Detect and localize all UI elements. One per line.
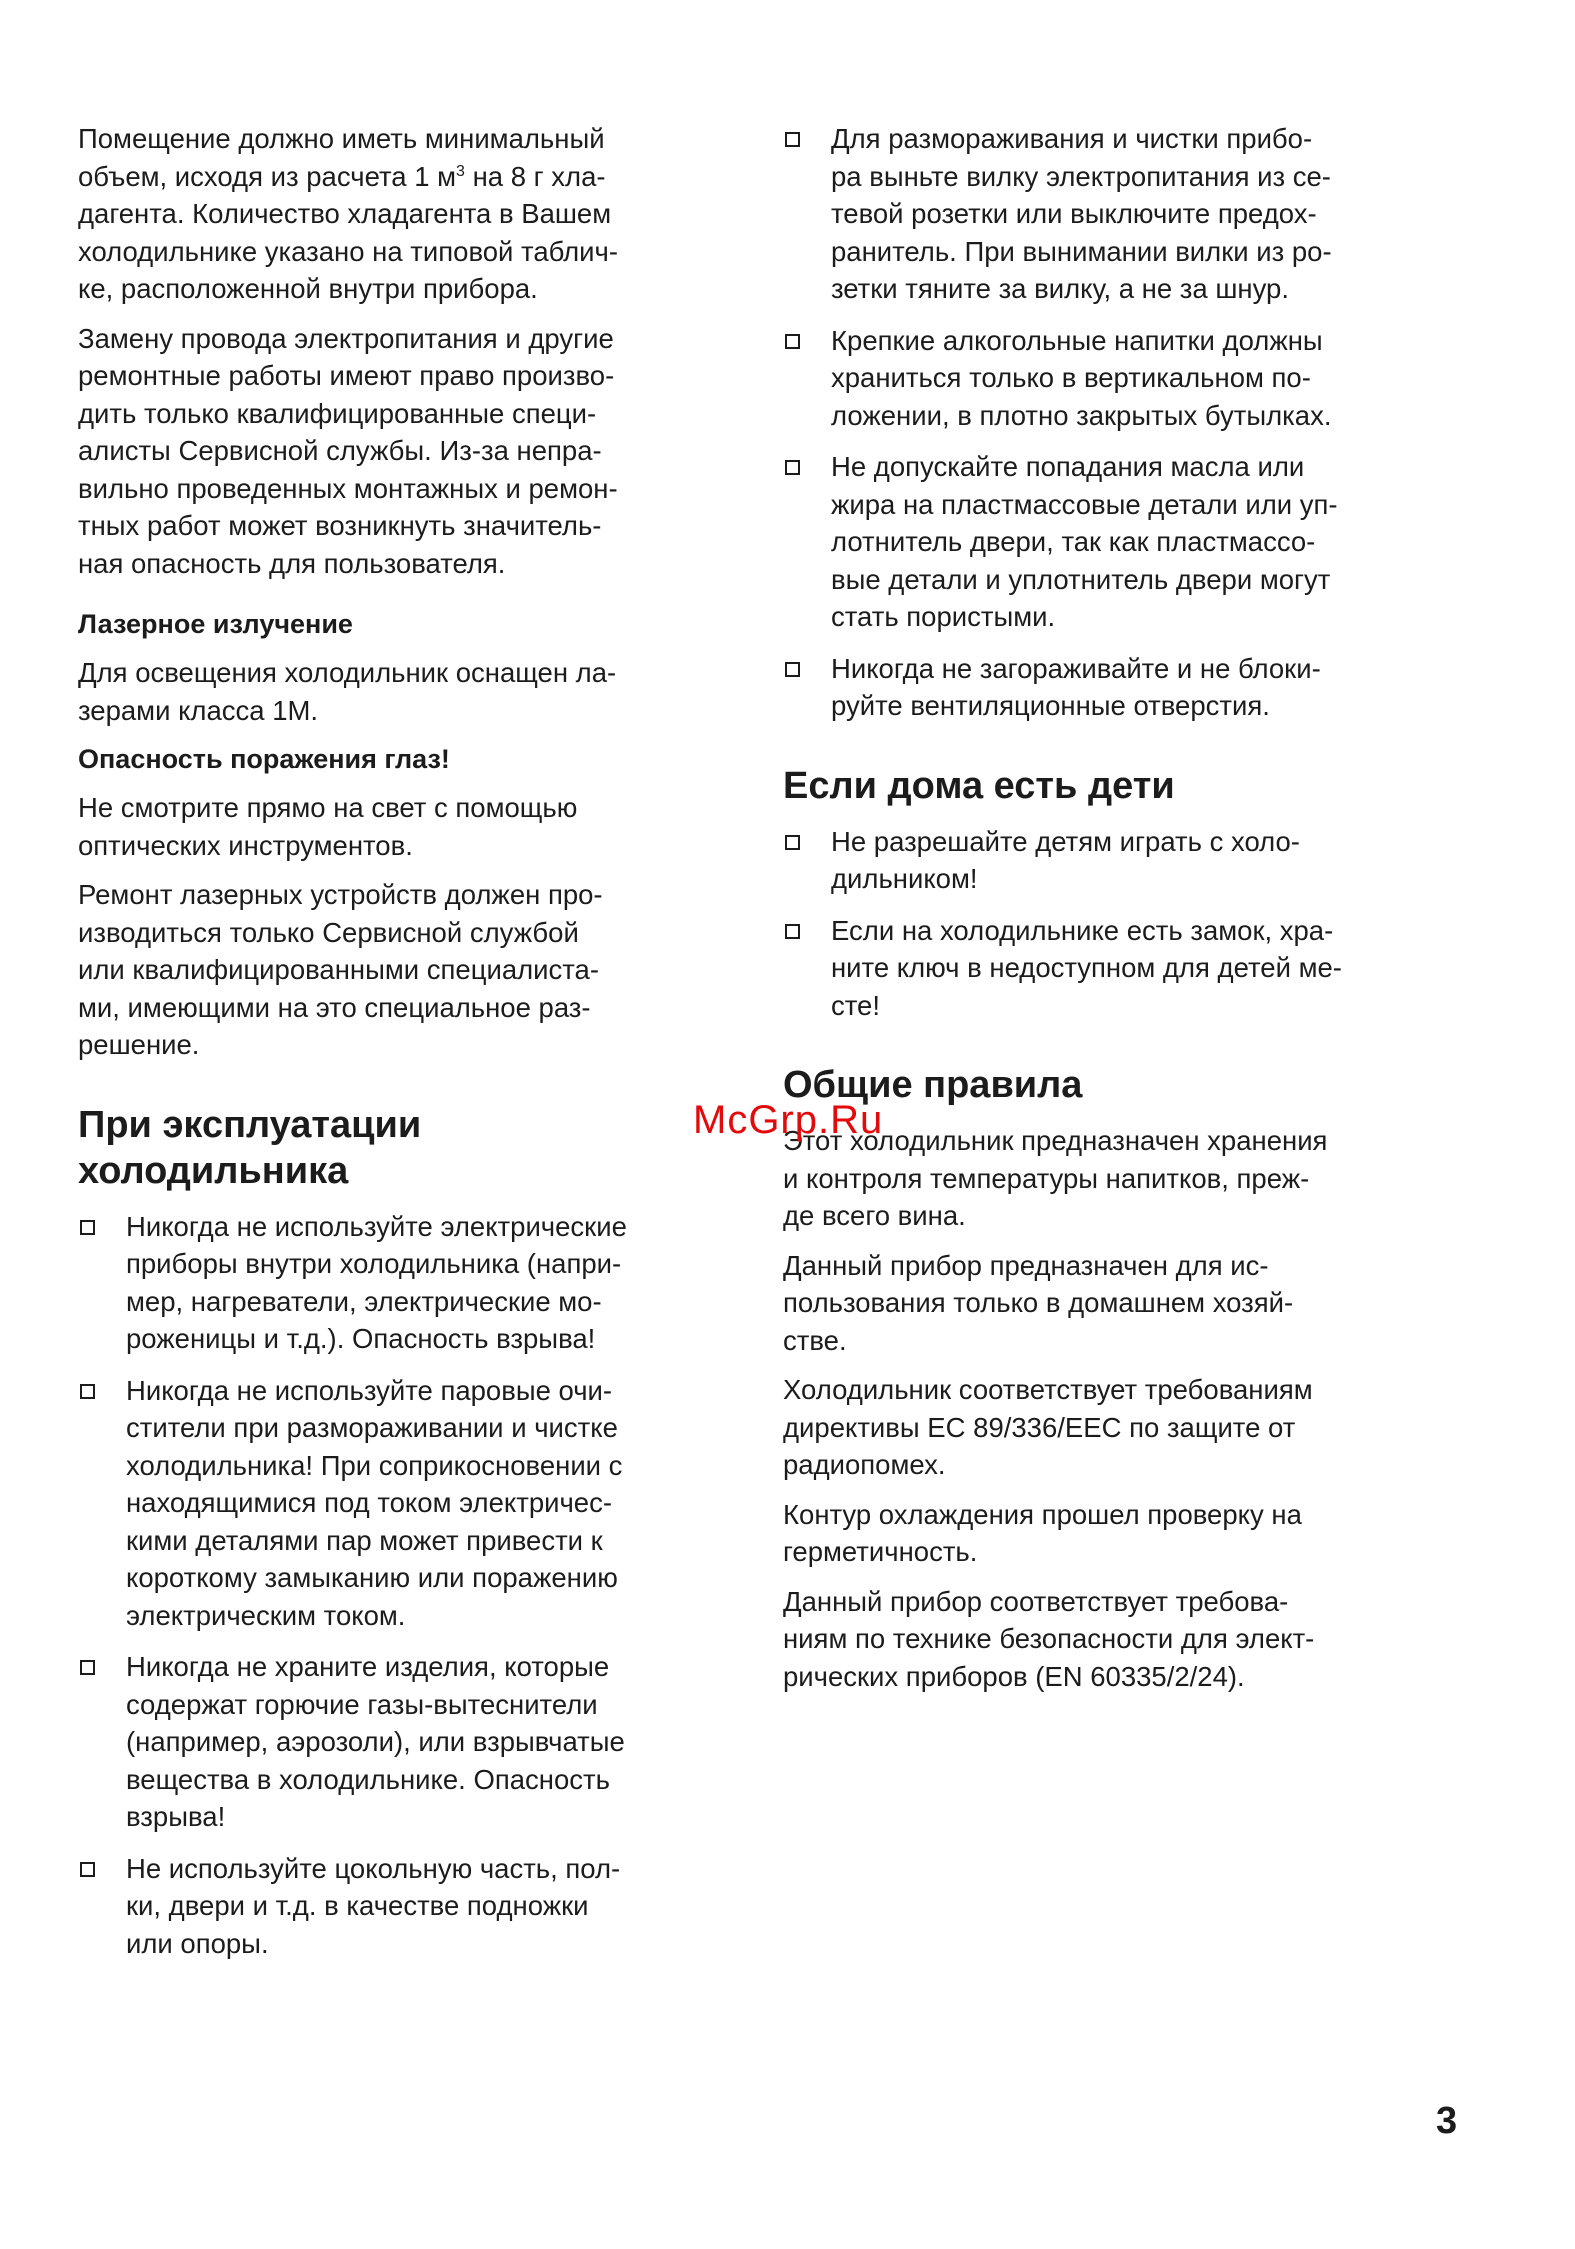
checkbox-bullet-icon [80, 1384, 95, 1399]
general-rules-heading: Общие правила [783, 1064, 1083, 1106]
checkbox-bullet-icon [785, 460, 800, 475]
superscript: 3 [456, 162, 465, 180]
list-item: Не допускайте попадания масла или жира на пластмассовые детали или уп- лотнитель двери, так как пластмассо- вые детали и уплотнитель двери могут стать пористыми. [783, 448, 1451, 636]
checkbox-bullet-icon [785, 924, 800, 939]
paragraph-eye-2: Ремонт лазерных устройств должен про- изводиться только Сервисной службой или квалифицированными специалиста- ми, имеющими на это специальное раз- решение. [78, 879, 603, 1060]
list-item: Если на холодильнике есть замок, хра- ните ключ в недоступном для детей ме- сте! [783, 912, 1451, 1025]
checkbox-bullet-icon [80, 1660, 95, 1675]
paragraph-eye-1: Не смотрите прямо на свет с помощью оптических инструментов. [78, 792, 578, 861]
list-item: Никогда не используйте электрические приборы внутри холодильника (напри- мер, нагреватели, электрические мо- роженицы и т.д.). Опасность взрыва! [78, 1208, 758, 1358]
watermark: McGrp.Ru [693, 1098, 884, 1142]
paragraph-laser: Для освещения холодильник оснащен ла- зерами класса 1М. [78, 657, 617, 726]
list-item: Не используйте цокольную часть, пол- ки, двери и т.д. в качестве подножки или опоры. [78, 1850, 758, 1963]
checkbox-bullet-icon [785, 132, 800, 147]
left-column [78, 120, 758, 1976]
rules-paragraph: Холодильник соответствует требованиям директивы ЕС 89/336/ЕЕС по защите от радиопомех. [783, 1374, 1313, 1480]
eye-danger-heading: Опасность поражения глаз! [78, 744, 450, 774]
operation-heading: При эксплуатации холодильника [78, 1103, 422, 1192]
paragraph-repair: Замену провода электропитания и другие ремонтные работы имеют право произво- дить только квалифицированные специ- алисты Сервисной службы. Из-за непра- вильно проведенных монтажных и ремон- тных работ может возникнуть значитель- ная опасность для пользователя. [78, 322, 618, 579]
list-item: Не разрешайте детям играть с холо- дильником! [783, 823, 1451, 898]
checkbox-bullet-icon [785, 662, 800, 677]
rules-paragraph: Контур охлаждения прошел проверку на герметичность. [783, 1498, 1302, 1567]
laser-heading: Лазерное излучение [78, 609, 353, 639]
list-item: Для размораживания и чистки прибо- ра выньте вилку электропитания из се- тевой розетки или выключите предох- ранитель. При вынимании вилки из ро- зетки тяните за вилку, а не за шнур. [783, 120, 1451, 308]
paragraph-room-volume: Помещение должно иметь минимальный объем, исходя из расчета 1 $м^3$ на 8 г хла- дагента. Количество хладагента в Вашем холодильнике указано на типовой таблич- ке, расположенной внутри прибора. [78, 123, 619, 304]
rules-paragraph: Данный прибор предназначен для ис- пользования только в домашнем хозяй- стве. [783, 1249, 1294, 1356]
list-item: Крепкие алкогольные напитки должны храниться только в вертикальном по- ложении, в плотно закрытых бутылках. [783, 322, 1451, 435]
rules-paragraph: Данный прибор соответствует требова- ниям по технике безопасности для элект- рических приборов (EN 60335/2/24). [783, 1585, 1315, 1692]
checkbox-bullet-icon [785, 334, 800, 349]
list-item: Никогда не загораживайте и не блоки- руйте вентиляционные отверстия. [783, 650, 1451, 725]
children-heading: Если дома есть дети [783, 764, 1175, 807]
right-column [783, 120, 1451, 1707]
checkbox-bullet-icon [80, 1862, 95, 1877]
list-item: Никогда не храните изделия, которые содержат горючие газы-вытеснители (например, аэрозоли), или взрывчатые вещества в холодильнике. Опасность взрыва! [78, 1648, 758, 1836]
checkbox-bullet-icon [80, 1220, 95, 1235]
checkbox-bullet-icon [785, 835, 800, 850]
rules-paragraph: Этот холодильник предназначен хранения и контроля температуры напитков, преж- де всего вина. [783, 1125, 1328, 1231]
page-number: 3 [1436, 2100, 1458, 2142]
list-item: Никогда не используйте паровые очи- стители при размораживании и чистке холодильника! При соприкосновении с находящимися под током электричес- кими деталями пар может привести к короткому замыканию или поражению электрическим током. [78, 1372, 758, 1635]
